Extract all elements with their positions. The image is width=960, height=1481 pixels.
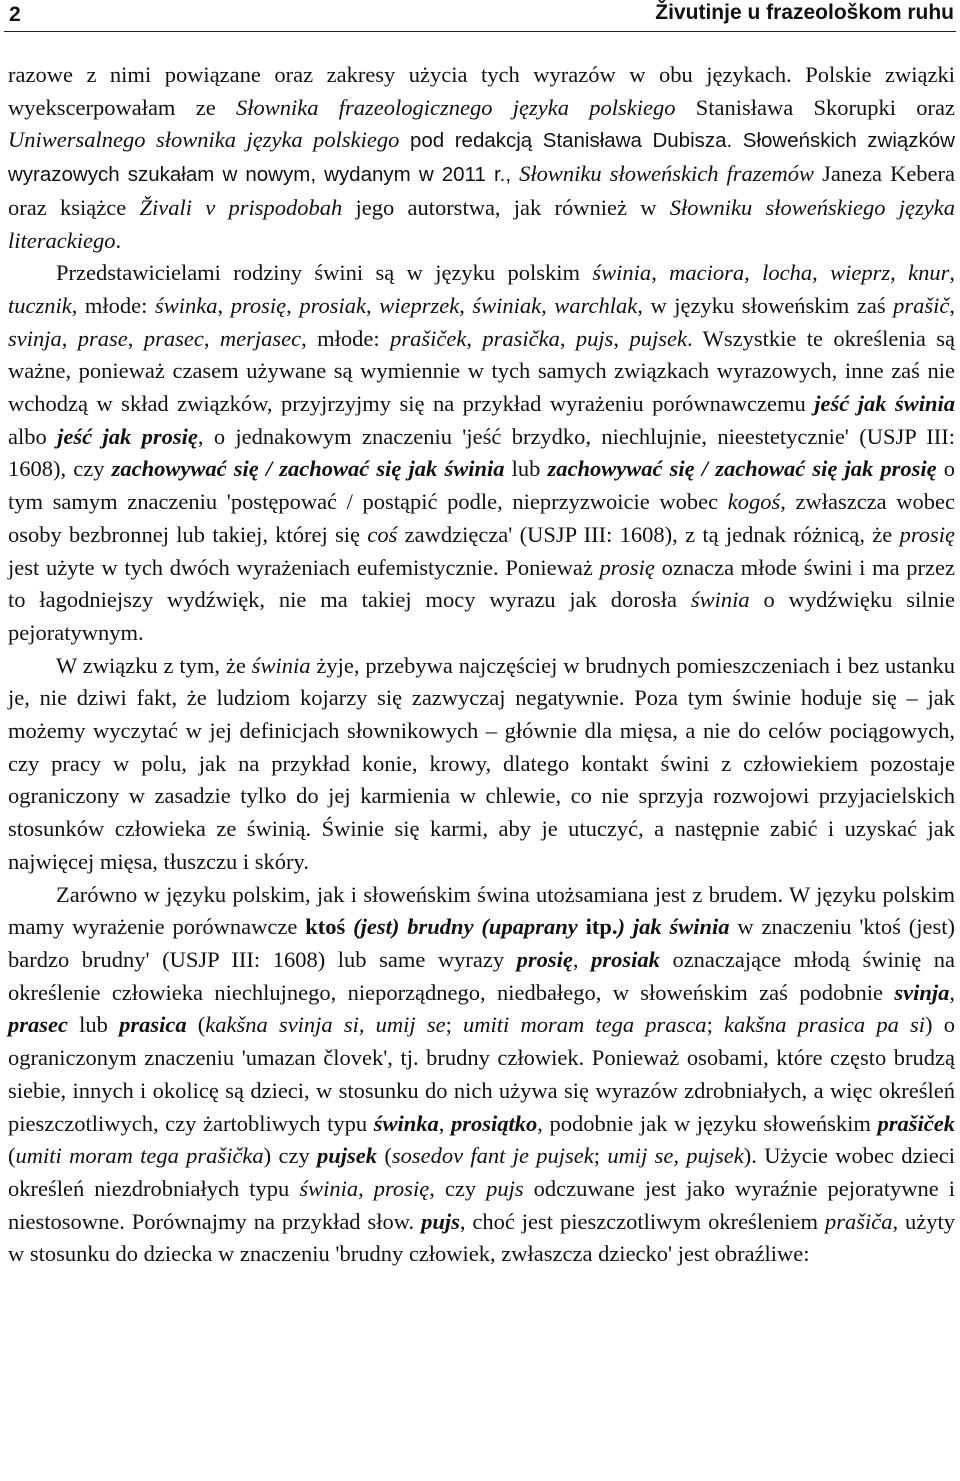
- text: Janeza Kebera oraz książce: [8, 161, 956, 220]
- text: zawdzięcza' (USJP III: 1608), z tą jednak różnicą, że: [397, 521, 900, 547]
- term: prašiča: [824, 1208, 893, 1234]
- term: prase: [77, 325, 128, 351]
- paragraph-1: [8, 59, 955, 257]
- running-head: Živutinje u frazeološkom ruhu: [655, 1, 954, 24]
- term: pujs: [486, 1175, 524, 1201]
- term: warchlak: [554, 292, 638, 318]
- text: (: [186, 1012, 206, 1038]
- text: . Wszystkie te określenia są ważne, ponieważ czasem używane są wymiennie w tych samych związkach wyrazowych, inne zaś nie wchodzą w skład związków, przyjrzyjmy się na przykład wyrażeniu porównawczemu: [8, 325, 956, 417]
- paragraph-3: [8, 650, 955, 879]
- text: ,: [613, 325, 630, 351]
- term: prosię: [516, 946, 573, 972]
- term: prosię: [373, 1175, 430, 1201]
- text: ,: [438, 1110, 451, 1136]
- term: pujsek: [317, 1143, 378, 1169]
- text: o tym samym znaczeniu 'postępować / postąpić podle, nieprzyzwoicie wobec: [8, 456, 955, 515]
- text: , zwłaszcza wobec osoby bezbronnej lub takiej, której się: [8, 489, 955, 547]
- text: ,: [744, 260, 763, 286]
- text: , w języku słoweńskim zaś: [637, 292, 894, 318]
- text: , młode:: [71, 292, 155, 318]
- text: Przedstawicielami rodziny świni są w języku polskim: [56, 260, 593, 286]
- term: pujs: [421, 1208, 460, 1234]
- phrase: ktoś: [305, 914, 346, 940]
- text: , podobnie jak w języku słoweńskim: [537, 1110, 878, 1136]
- text: ) czy: [263, 1143, 318, 1169]
- text: odczuwane jest jako wyraźnie pejoratywne i niestosowne. Porównajmy na przykład słow.: [8, 1175, 955, 1234]
- term: prasec: [8, 1012, 68, 1038]
- text: , użyty w stosunku do dziecka w znaczeniu 'brudny człowiek, zwłaszcza dziecko' jest obraźliwe:: [8, 1208, 955, 1267]
- text: albo: [8, 423, 58, 449]
- phrase: itp.: [577, 914, 618, 940]
- book-title: Słowniku słoweńskiego języka literackiego: [8, 194, 955, 253]
- text: o wydźwięku silnie pejoratywnym.: [8, 587, 955, 645]
- term: świnka: [373, 1110, 439, 1136]
- text: , choć jest pieszczotliwym określeniem: [459, 1208, 825, 1234]
- text: w znaczeniu 'ktoś (jest) bardzo brudny' (USJP III: 1608) lub same wyrazy: [8, 914, 956, 972]
- phrase: jeść jak prosię: [57, 423, 198, 449]
- term: wieprzek: [379, 292, 460, 318]
- text: pod redakcją Stanisława Dubisza. Słoweńskich związków wyrazowych szukałam w nowym, wydanym w 2011 r.,: [8, 129, 955, 187]
- text: ,: [812, 260, 831, 286]
- example: sosedov fant je pujsek: [391, 1143, 594, 1169]
- term: prosiak: [591, 946, 660, 972]
- text: ,: [949, 979, 955, 1005]
- term: locha: [762, 260, 813, 286]
- text: ,: [366, 292, 380, 318]
- text: ,: [541, 292, 555, 318]
- text: ,: [217, 292, 231, 318]
- text: , o jednakowym znaczeniu 'jeść brzydko, niechlujnie, nieestetycznie' (USJP III: 1608), czy: [8, 423, 956, 482]
- book-title: Uniwersalnego słownika języka polskiego: [8, 127, 400, 153]
- term: świnia: [251, 652, 311, 678]
- text: razowe z nimi powiązane oraz zakresy użycia tych wyrazów w obu językach. Polskie związki wyekscerpowałam ze: [8, 62, 955, 120]
- text: ,: [459, 292, 473, 318]
- text: (: [8, 1143, 16, 1169]
- page-number: 2: [9, 3, 21, 26]
- phrase: jeść jak świnia: [814, 391, 956, 417]
- text: , czy: [429, 1175, 487, 1201]
- text: Stanisława Skorupki oraz: [675, 94, 955, 120]
- text: ). Użycie wobec dzieci określeń niezdrobniałych typu: [8, 1143, 955, 1201]
- term: świnka: [154, 292, 218, 318]
- term: kogoś: [727, 489, 781, 515]
- text: ,: [559, 325, 576, 351]
- header-rule: [4, 31, 956, 32]
- term: prasec: [143, 325, 204, 351]
- paragraph-2: [8, 257, 955, 649]
- text: żyje, przebywa najczęściej w brudnych pomieszczeniach i bez ustanku je, nie dziwi fakt, że ludziom kojarzy się zazwyczaj negatywnie. Poza tym świnie hoduje się – jak możemy wyczytać w jej definicjach słownikowych – głównie dla mięsa, a nie do celów pociągowych, czy pracy w polu, jak na przykład konie, krowy, dlatego kontakt świni z człowiekiem pozostaje ograniczony w zasadzie tylko do jej karmienia w chlewie, co nie sprzyja rozwojowi przyjacielskich stosunków człowieka ze świnią. Świnie się karmi, aby je utuczyć, a następnie zabić i uzyskać jak najwięcej mięsa, tłuszczu i skóry.: [8, 652, 955, 874]
- term: maciora: [669, 260, 745, 286]
- example: umiti moram tega prasca: [463, 1012, 707, 1038]
- term: prašiček: [877, 1110, 956, 1136]
- page-header: [4, 0, 956, 34]
- text: ,: [890, 260, 909, 286]
- term: świniak: [472, 292, 542, 318]
- phrase: zachowywać się / zachować się jak prosię: [547, 456, 937, 482]
- term: świnia: [592, 260, 652, 286]
- term: prosię: [899, 521, 956, 547]
- book-title: Słowniku słoweńskich frazemów: [519, 161, 815, 187]
- text: .: [115, 227, 122, 253]
- term: świnia: [299, 1175, 359, 1201]
- term: prosię: [599, 554, 655, 580]
- paragraph-4: [8, 879, 955, 1271]
- text: ,: [651, 260, 670, 286]
- text: ,: [949, 292, 956, 318]
- term: svinja: [894, 979, 950, 1005]
- term: svinja: [8, 325, 62, 351]
- text: ,: [466, 325, 483, 351]
- term: tucznik: [8, 292, 72, 318]
- term: prašič: [893, 292, 950, 318]
- text: ,: [61, 325, 78, 351]
- text: , młode:: [301, 325, 391, 351]
- term: prasica: [119, 1012, 187, 1038]
- text: ;: [445, 1012, 464, 1038]
- term: coś: [367, 521, 398, 547]
- term: prosię: [230, 292, 287, 318]
- book-title: Živali v prispodobah: [139, 194, 343, 220]
- text: ,: [949, 260, 956, 286]
- text: jego autorstwa, jak również w: [342, 194, 670, 220]
- text: ) o ograniczonym znaczeniu 'umazan človek', tj. brudny człowiek. Ponieważ osobami, które często brudzą siebie, innych i okolicę są dzieci, w stosunku do nich używa się wyrazów zdrobniałych, a więc określeń pieszczotliwych, czy żartobliwych typu: [8, 1012, 955, 1136]
- text: lub: [68, 1012, 120, 1038]
- term: merjasec: [219, 325, 302, 351]
- term: prosiak: [299, 292, 366, 318]
- text: [345, 914, 353, 939]
- text: ;: [706, 1012, 724, 1038]
- example: kakšna svinja si, umij se: [205, 1012, 446, 1038]
- text: ,: [203, 325, 220, 351]
- text: ,: [286, 292, 300, 318]
- example: umiti moram tega prašička: [15, 1143, 264, 1169]
- phrase: zachowywać się / zachować się jak świnia: [111, 456, 505, 482]
- term: knur: [908, 260, 950, 286]
- term: prasička: [482, 325, 560, 351]
- text: oznaczające młodą świnię na określenie człowieka niechlujnego, nieporządnego, niedbałego, w słoweńskim zaś podobnie: [8, 946, 956, 1005]
- book-title: Słownika frazeologicznego języka polskiego: [235, 94, 676, 120]
- phrase: (jest) brudny (upaprany: [353, 914, 578, 940]
- text: ;: [593, 1143, 608, 1169]
- text: jest użyte w tych dwóch wyrażeniach eufemistycznie. Ponieważ: [8, 554, 600, 580]
- term: prašiček: [390, 325, 467, 351]
- text: ,: [572, 946, 592, 972]
- phrase: ) jak świnia: [617, 914, 730, 940]
- body-text: [8, 59, 955, 1271]
- text: ,: [127, 325, 144, 351]
- text: lub: [504, 456, 548, 482]
- text: oznacza młode świni i ma przez to łagodniejszy wydźwięk, nie ma takiej mocy wyrazu jak dorosła: [8, 554, 955, 613]
- text: (: [377, 1143, 392, 1169]
- term: wieprz: [830, 260, 891, 286]
- term: świnia: [690, 587, 750, 613]
- text: W związku z tym, że: [56, 652, 252, 678]
- text: ,: [358, 1175, 374, 1201]
- example: kakšna prasica pa si: [724, 1012, 926, 1038]
- term: prosiątko: [450, 1110, 538, 1136]
- term: pujs: [575, 325, 614, 351]
- term: pujsek: [629, 325, 687, 351]
- example: umij se, pujsek: [607, 1143, 744, 1169]
- text: Zarówno w języku polskim, jak i słoweńskim świna utożsamiana jest z brudem. W języku polskim mamy wyrażenie porównawcze: [8, 881, 955, 940]
